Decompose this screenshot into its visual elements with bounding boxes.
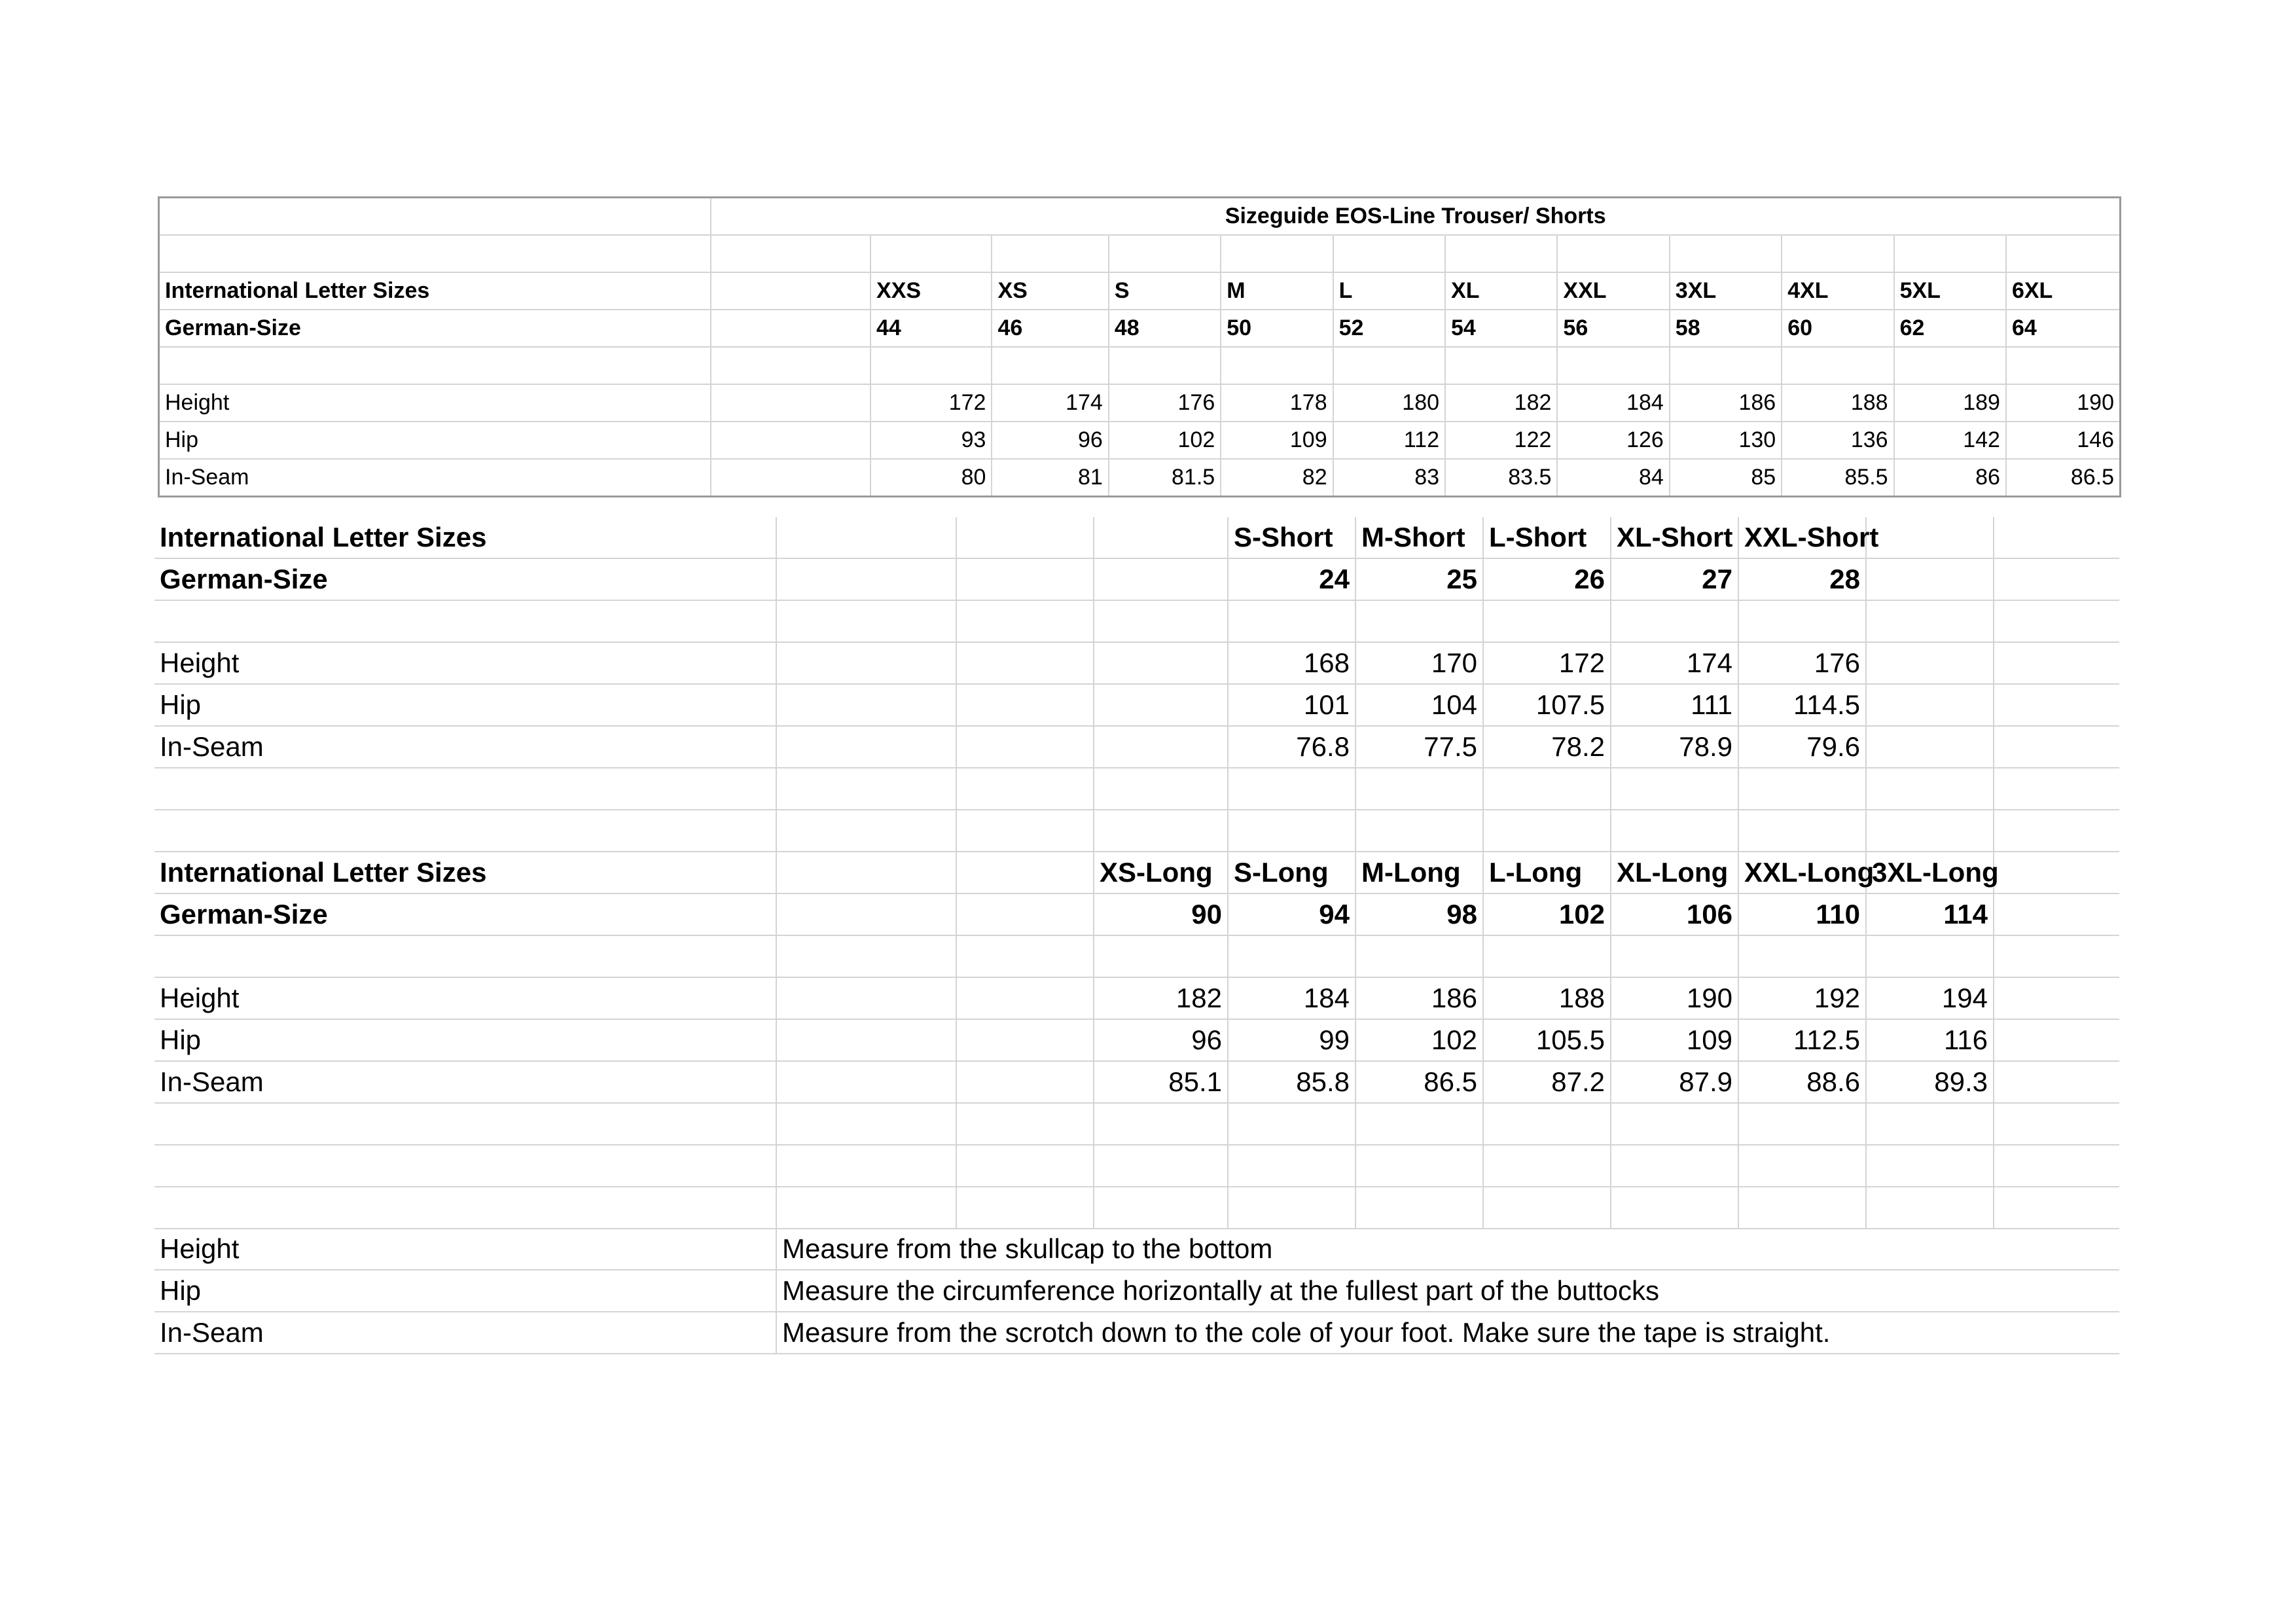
long-german-cell: 110 — [1738, 893, 1866, 935]
long-german-cell: 106 — [1611, 893, 1738, 935]
value-cell: 112.5 — [1738, 1019, 1866, 1061]
value-cell: 112 — [1333, 422, 1445, 459]
long-german-cell: 90 — [1094, 893, 1228, 935]
value-cell: 101 — [1228, 684, 1355, 726]
value-cell: 170 — [1355, 642, 1483, 684]
row-label-inseam: In-Seam — [159, 459, 711, 497]
value-cell: 109 — [1221, 422, 1333, 459]
note-label-height: Height — [154, 1229, 776, 1270]
measurement-notes-table — [154, 1229, 2119, 1354]
value-cell: 190 — [2006, 384, 2121, 422]
row-label-inseam: In-Seam — [154, 1061, 776, 1103]
short-german-cell: 27 — [1611, 558, 1738, 600]
value-cell: 122 — [1445, 422, 1557, 459]
letter-size-cell: 4XL — [1782, 272, 1893, 310]
letter-size-cell: XL — [1445, 272, 1557, 310]
value-cell: 85.8 — [1228, 1061, 1355, 1103]
letter-size-cell: S — [1109, 272, 1221, 310]
short-size-table — [154, 517, 2119, 852]
value-cell: 116 — [1866, 1019, 1994, 1061]
row-label-height: Height — [154, 642, 776, 684]
value-cell: 172 — [870, 384, 992, 422]
short-german-cell: 28 — [1738, 558, 1866, 600]
title-blank-cell — [159, 198, 711, 236]
long-german-cell: 114 — [1866, 893, 1994, 935]
long-letter-cell: XS-Long — [1094, 852, 1228, 893]
row-label-height: Height — [154, 977, 776, 1019]
value-cell: 192 — [1738, 977, 1866, 1019]
value-cell: 174 — [1611, 642, 1738, 684]
value-cell: 81.5 — [1109, 459, 1221, 497]
value-cell: 86.5 — [1355, 1061, 1483, 1103]
value-cell: 176 — [1109, 384, 1221, 422]
value-cell: 109 — [1611, 1019, 1738, 1061]
letter-size-cell: 3XL — [1670, 272, 1782, 310]
short-german-cell: 26 — [1483, 558, 1611, 600]
value-cell: 78.9 — [1611, 726, 1738, 768]
value-cell: 126 — [1557, 422, 1669, 459]
german-size-cell: 46 — [992, 310, 1108, 347]
row-label-hip: Hip — [154, 1019, 776, 1061]
value-cell: 111 — [1611, 684, 1738, 726]
value-cell: 83.5 — [1445, 459, 1557, 497]
short-letter-cell: L-Short — [1483, 517, 1611, 558]
german-size-cell: 64 — [2006, 310, 2121, 347]
german-size-label: German-Size — [159, 310, 711, 347]
value-cell: 84 — [1557, 459, 1669, 497]
note-label-hip: Hip — [154, 1270, 776, 1312]
short-german-cell: 25 — [1355, 558, 1483, 600]
long-size-table — [154, 852, 2119, 1229]
long-letter-cell: M-Long — [1355, 852, 1483, 893]
value-cell: 102 — [1109, 422, 1221, 459]
german-size-cell: 48 — [1109, 310, 1221, 347]
value-cell: 107.5 — [1483, 684, 1611, 726]
german-size-cell: 62 — [1894, 310, 2006, 347]
long-letter-cell: L-Long — [1483, 852, 1611, 893]
short-letter-cell: XXL-Short — [1738, 517, 1866, 558]
value-cell: 142 — [1894, 422, 2006, 459]
german-size-cell: 58 — [1670, 310, 1782, 347]
value-cell: 136 — [1782, 422, 1893, 459]
german-size-label: German-Size — [154, 893, 776, 935]
row-label-height: Height — [159, 384, 711, 422]
short-letter-cell: M-Short — [1355, 517, 1483, 558]
value-cell: 188 — [1782, 384, 1893, 422]
german-size-cell: 60 — [1782, 310, 1893, 347]
letter-size-cell: 6XL — [2006, 272, 2121, 310]
value-cell: 99 — [1228, 1019, 1355, 1061]
note-label-inseam: In-Seam — [154, 1312, 776, 1354]
german-size-cell: 56 — [1557, 310, 1669, 347]
sizeguide-title: Sizeguide EOS-Line Trouser/ Shorts — [711, 198, 2120, 236]
value-cell: 87.9 — [1611, 1061, 1738, 1103]
value-cell: 172 — [1483, 642, 1611, 684]
row-label-hip: Hip — [159, 422, 711, 459]
value-cell: 186 — [1355, 977, 1483, 1019]
value-cell: 180 — [1333, 384, 1445, 422]
value-cell: 130 — [1670, 422, 1782, 459]
value-cell: 178 — [1221, 384, 1333, 422]
value-cell: 186 — [1670, 384, 1782, 422]
short-letter-cell: XL-Short — [1611, 517, 1738, 558]
value-cell: 85.5 — [1782, 459, 1893, 497]
german-size-cell: 52 — [1333, 310, 1445, 347]
value-cell: 96 — [992, 422, 1108, 459]
long-letter-cell: S-Long — [1228, 852, 1355, 893]
long-letter-cell: 3XL-Long — [1866, 852, 1994, 893]
long-german-cell: 102 — [1483, 893, 1611, 935]
value-cell: 87.2 — [1483, 1061, 1611, 1103]
row-label-hip: Hip — [154, 684, 776, 726]
german-size-cell: 44 — [870, 310, 992, 347]
value-cell: 194 — [1866, 977, 1994, 1019]
value-cell: 79.6 — [1738, 726, 1866, 768]
short-letter-cell: S-Short — [1228, 517, 1355, 558]
letter-size-cell: M — [1221, 272, 1333, 310]
value-cell: 83 — [1333, 459, 1445, 497]
german-size-cell: 54 — [1445, 310, 1557, 347]
value-cell: 76.8 — [1228, 726, 1355, 768]
value-cell: 184 — [1228, 977, 1355, 1019]
value-cell: 78.2 — [1483, 726, 1611, 768]
value-cell: 86 — [1894, 459, 2006, 497]
value-cell: 82 — [1221, 459, 1333, 497]
value-cell: 190 — [1611, 977, 1738, 1019]
value-cell: 114.5 — [1738, 684, 1866, 726]
note-text-inseam: Measure from the scrotch down to the cole of your foot. Make sure the tape is straight. — [776, 1312, 2119, 1354]
value-cell: 81 — [992, 459, 1108, 497]
german-size-label: German-Size — [154, 558, 776, 600]
value-cell: 77.5 — [1355, 726, 1483, 768]
value-cell: 146 — [2006, 422, 2121, 459]
short-german-cell: 24 — [1228, 558, 1355, 600]
value-cell: 88.6 — [1738, 1061, 1866, 1103]
value-cell: 184 — [1557, 384, 1669, 422]
letter-size-cell: XS — [992, 272, 1108, 310]
german-size-cell: 50 — [1221, 310, 1333, 347]
letter-size-label: International Letter Sizes — [154, 517, 776, 558]
value-cell: 85.1 — [1094, 1061, 1228, 1103]
value-cell: 105.5 — [1483, 1019, 1611, 1061]
value-cell: 168 — [1228, 642, 1355, 684]
letter-size-cell: XXS — [870, 272, 992, 310]
letter-size-cell: L — [1333, 272, 1445, 310]
letter-size-cell: 5XL — [1894, 272, 2006, 310]
value-cell: 89.3 — [1866, 1061, 1994, 1103]
long-german-cell: 98 — [1355, 893, 1483, 935]
value-cell: 188 — [1483, 977, 1611, 1019]
value-cell: 96 — [1094, 1019, 1228, 1061]
value-cell: 182 — [1094, 977, 1228, 1019]
value-cell: 85 — [1670, 459, 1782, 497]
value-cell: 189 — [1894, 384, 2006, 422]
value-cell: 182 — [1445, 384, 1557, 422]
letter-size-cell: XXL — [1557, 272, 1669, 310]
row-label-inseam: In-Seam — [154, 726, 776, 768]
long-letter-cell: XL-Long — [1611, 852, 1738, 893]
value-cell: 80 — [870, 459, 992, 497]
value-cell: 93 — [870, 422, 992, 459]
note-text-height: Measure from the skullcap to the bottom — [776, 1229, 2119, 1270]
long-letter-cell: XXL-Long — [1738, 852, 1866, 893]
value-cell: 102 — [1355, 1019, 1483, 1061]
letter-size-label: International Letter Sizes — [154, 852, 776, 893]
value-cell: 176 — [1738, 642, 1866, 684]
letter-size-label: International Letter Sizes — [159, 272, 711, 310]
note-text-hip: Measure the circumference horizontally at the fullest part of the buttocks — [776, 1270, 2119, 1312]
long-german-cell: 94 — [1228, 893, 1355, 935]
value-cell: 104 — [1355, 684, 1483, 726]
value-cell: 174 — [992, 384, 1108, 422]
value-cell: 86.5 — [2006, 459, 2121, 497]
sizeguide-table — [158, 196, 2121, 497]
